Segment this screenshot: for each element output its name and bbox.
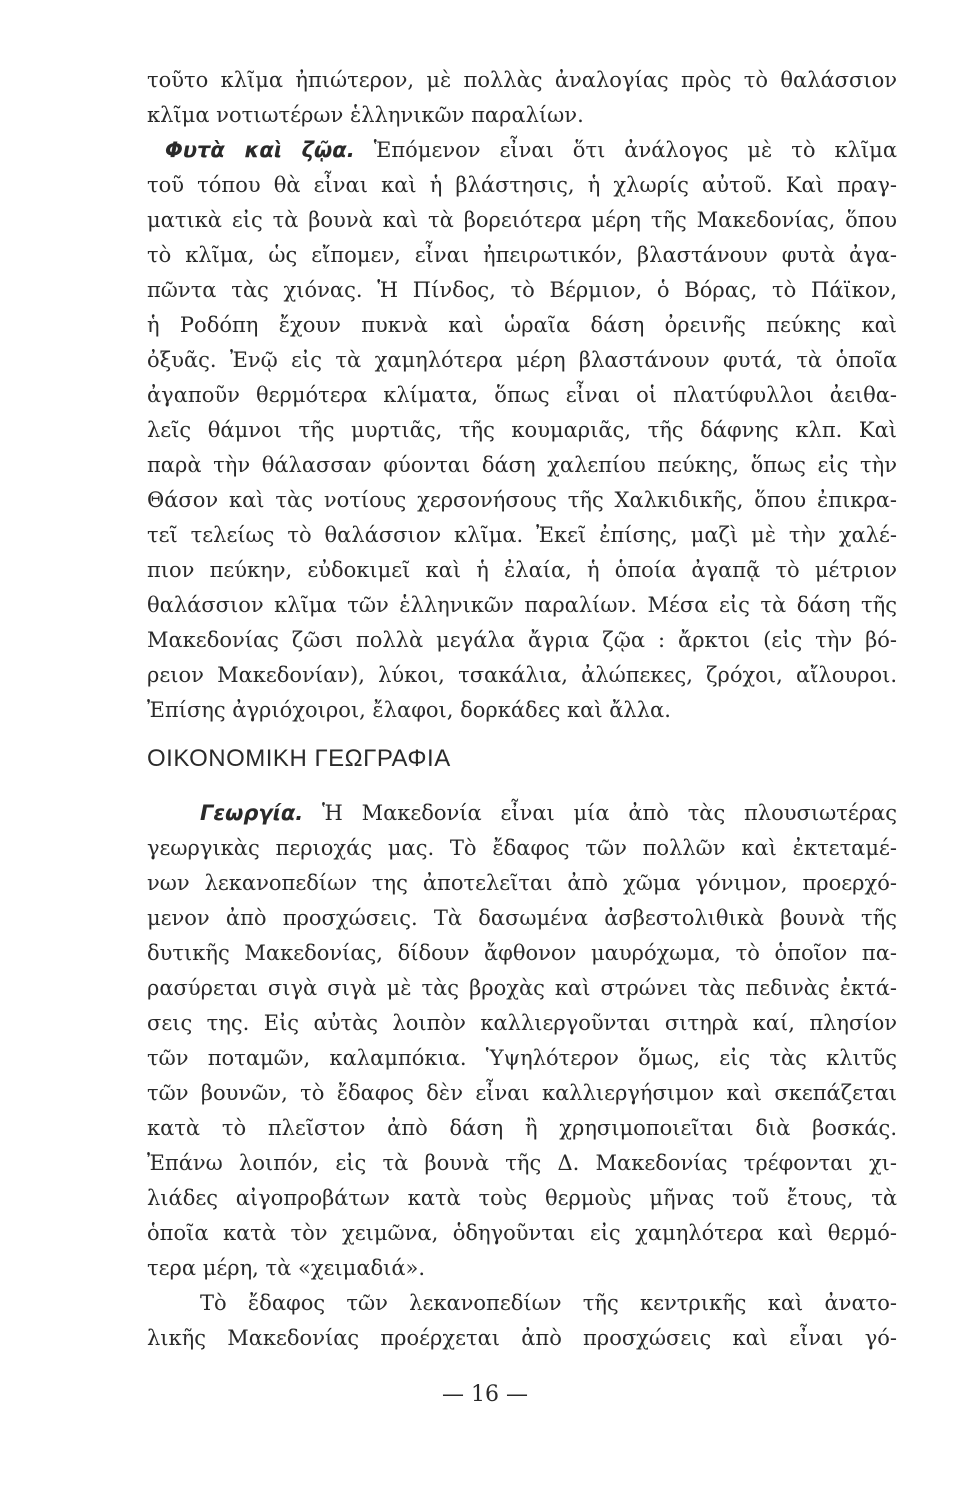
- text-line: νων λεκανοπεδίων της ἀποτελεῖται ἀπὸ χῶμα γόνιμον, προερχό-: [147, 871, 897, 895]
- text-run: Ἡ Μακεδονία εἶναι μία ἀπὸ τὰς πλουσιωτέρας: [303, 801, 897, 825]
- text-line: παρὰ τὴν θάλασσαν φύονται δάση χαλεπίου πεύκης, ὅπως εἰς τὴν: [147, 453, 897, 477]
- text-line: τερα μέρη, τὰ «χειμαδιά».: [147, 1256, 426, 1280]
- text-line: λιάδες αἰγοπροβάτων κατὰ τοὺς θερμοὺς μῆνας τοῦ ἔτους, τὰ: [147, 1186, 897, 1210]
- text-line: τεῖ τελείως τὸ θαλάσσιον κλῖμα. Ἐκεῖ ἐπίσης, μαζὶ μὲ τὴν χαλέ-: [147, 523, 897, 547]
- text-line: Τὸ ἔδαφος τῶν λεκανοπεδίων τῆς κεντρικῆς καὶ ἀνατο-: [200, 1291, 897, 1315]
- text-line: Ἐπίσης ἀγριόχοιροι, ἔλαφοι, δορκάδες καὶ ἄλλα.: [147, 698, 671, 722]
- subheading-plants: Φυτὰ καὶ ζῷα.: [165, 138, 355, 162]
- paragraph-first-line: [165, 133, 897, 167]
- text-line: Μακεδονίας ζῶσι πολλὰ μεγάλα ἄγρια ζῷα : ἄρκτοι (εἰς τὴν βό-: [147, 628, 897, 652]
- text-line: Θάσον καὶ τὰς νοτίους χερσονήσους τῆς Χαλκιδικῆς, ὅπου ἐπικρα-: [147, 488, 897, 512]
- text-line: ρειον Μακεδονίαν), λύκοι, τσακάλια, ἀλώπεκες, ζρόχοι, αἴλουροι.: [147, 663, 897, 687]
- text-line: λεῖς θάμνοι τῆς μυρτιᾶς, τῆς κουμαριᾶς, τῆς δάφνης κλπ. Καὶ: [147, 418, 897, 442]
- text-line: ὀξυᾶς. Ἐνῷ εἰς τὰ χαμηλότερα μέρη βλαστάνουν φυτά, τὰ ὁποῖα: [147, 348, 897, 372]
- text-line: κλῖμα νοτιωτέρων ἑλληνικῶν παραλίων.: [147, 103, 584, 127]
- text-line: μενον ἀπὸ προσχώσεις. Τὰ δασωμένα ἀσβεστολιθικὰ βουνὰ τῆς: [147, 906, 897, 930]
- text-line: τοῦ τόπου θὰ εἶναι καὶ ἡ βλάστησις, ἡ χλωρίς αὐτοῦ. Καὶ πραγ-: [147, 173, 897, 197]
- text-line: σεις της. Εἰς αὐτὰς λοιπὸν καλλιεργοῦνται σιτηρὰ καί, πλησίον: [147, 1011, 897, 1035]
- page-number: — 16 —: [442, 1382, 528, 1407]
- text-line: κατὰ τὸ πλεῖστον ἀπὸ δάση ἢ χρησιμοποιεῖται διὰ βοσκάς.: [147, 1116, 897, 1140]
- text-line: Ἐπάνω λοιπόν, εἰς τὰ βουνὰ τῆς Δ. Μακεδονίας τρέφονται χι-: [147, 1151, 897, 1175]
- text-line: τὸ κλῖμα, ὡς εἴπομεν, εἶναι ἠπειρωτικόν, βλαστάνουν φυτὰ ἀγα-: [147, 243, 897, 267]
- text-line: δυτικῆς Μακεδονίας, δίδουν ἄφθονον μαυρόχωμα, τὸ ὁποῖον πα-: [147, 941, 897, 965]
- text-line: πιον πεύκην, εὐδοκιμεῖ καὶ ἡ ἐλαία, ἡ ὁποία ἀγαπᾷ τὸ μέτριον: [147, 558, 897, 582]
- text-line: ἀγαποῦν θερμότερα κλίματα, ὅπως εἶναι οἱ πλατύφυλλοι ἀειθα-: [147, 383, 897, 407]
- text-run: Ἑπόμενον εἶναι ὅτι ἀνάλογος μὲ τὸ κλῖμα: [354, 138, 897, 162]
- text-line: ρασύρεται σιγὰ σιγὰ μὲ τὰς βροχὰς καὶ στρώνει τὰς πεδινὰς ἐκτά-: [147, 976, 897, 1000]
- text-line: πῶντα τὰς χιόνας. Ἡ Πίνδος, τὸ Βέρμιον, ὁ Βόρας, τὸ Πάϊκον,: [147, 278, 897, 302]
- text-line: τῶν ποταμῶν, καλαμπόκια. Ὑψηλότερον ὅμως, εἰς τὰς κλιτῦς: [147, 1046, 897, 1070]
- text-line: τοῦτο κλῖμα ἠπιώτερον, μὲ πολλὰς ἀναλογίας πρὸς τὸ θαλάσσιον: [147, 68, 897, 92]
- text-line: τῶν βουνῶν, τὸ ἔδαφος δὲν εἶναι καλλιεργήσιμον καὶ σκεπάζεται: [147, 1081, 897, 1105]
- paragraph-first-line: [200, 796, 897, 830]
- section-heading: ΟΙΚΟΝΟΜΙΚΗ ΓΕΩΓΡΑΦΙΑ: [147, 745, 451, 772]
- text-line: θαλάσσιον κλῖμα τῶν ἑλληνικῶν παραλίων. Μέσα εἰς τὰ δάση τῆς: [147, 593, 897, 617]
- text-line: γεωργικὰς περιοχάς μας. Τὸ ἔδαφος τῶν πολλῶν καὶ ἐκτεταμέ-: [147, 836, 897, 860]
- text-line: ὁποῖα κατὰ τὸν χειμῶνα, ὁδηγοῦνται εἰς χαμηλότερα καὶ θερμό-: [147, 1221, 897, 1245]
- text-line: ματικὰ εἰς τὰ βουνὰ καὶ τὰ βορειότερα μέρη τῆς Μακεδονίας, ὅπου: [147, 208, 897, 232]
- text-line: λικῆς Μακεδονίας προέρχεται ἀπὸ προσχώσεις καὶ εἶναι γό-: [147, 1326, 897, 1350]
- text-line: ἡ Ροδόπη ἔχουν πυκνὰ καὶ ὡραῖα δάση ὀρεινῆς πεύκης καὶ: [147, 313, 897, 337]
- subheading-agriculture: Γεωργία.: [200, 801, 304, 825]
